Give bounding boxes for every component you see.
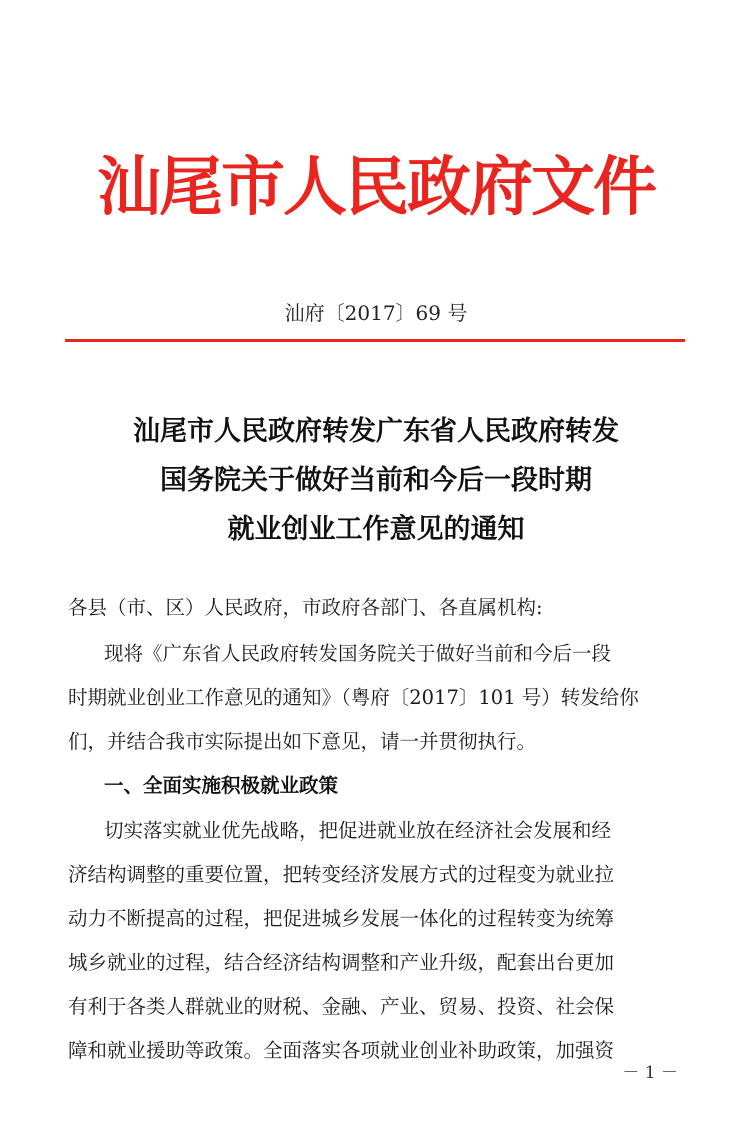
section-paragraph-line-3: 动力不断提高的过程，把促进城乡发展一体化的过程转变为统筹 [68, 907, 615, 930]
document-title-line-1: 汕尾市人民政府转发广东省人民政府转发 [133, 416, 619, 447]
section-heading: 一、全面实施积极就业政策 [104, 774, 339, 797]
document-number: 汕府〔2017〕69 号 [284, 301, 468, 325]
section-paragraph-line-2: 济结构调整的重要位置，把转变经济发展方式的过程变为就业拉 [68, 863, 615, 886]
section-paragraph-line-4: 城乡就业的过程，结合经济结构调整和产业升级，配套出台更加 [68, 951, 615, 974]
red-separator-line [65, 339, 685, 342]
intro-paragraph-line-3: 们，并结合我市实际提出如下意见，请一并贯彻执行。 [68, 730, 537, 753]
intro-paragraph-line-1: 现将《广东省人民政府转发国务院关于做好当前和今后一段 [104, 642, 612, 665]
addressee-line: 各县（市、区）人民政府，市政府各部门、各直属机构: [68, 596, 543, 619]
document-title-line-2: 国务院关于做好当前和今后一段时期 [160, 465, 592, 496]
section-paragraph-line-6: 障和就业援助等政策。全面落实各项就业创业补助政策，加强资 [68, 1039, 615, 1062]
section-paragraph-line-1: 切实落实就业优先战略，把促进就业放在经济社会发展和经 [104, 819, 612, 842]
page-number: － 1 － [622, 1063, 678, 1083]
section-paragraph-line-5: 有利于各类人群就业的财税、金融、产业、贸易、投资、社会保 [68, 995, 615, 1018]
intro-paragraph-line-2: 时期就业创业工作意见的通知》（粤府〔2017〕101 号）转发给你 [68, 686, 639, 709]
document-title-line-3: 就业创业工作意见的通知 [227, 514, 525, 545]
issuing-authority-title: 汕尾市人民政府文件 [97, 150, 655, 225]
